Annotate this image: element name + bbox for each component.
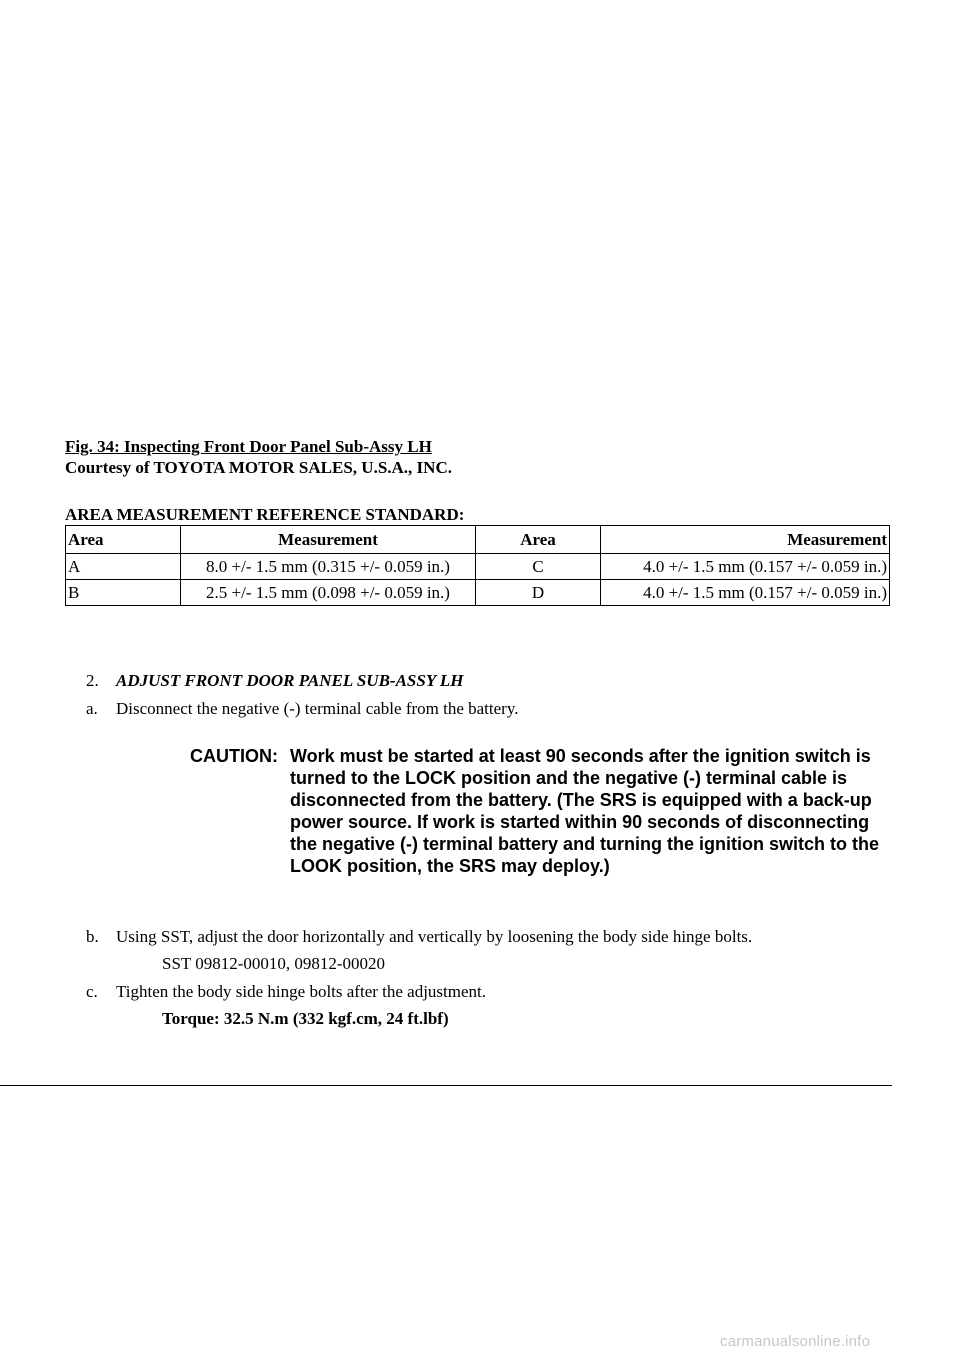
torque-spec: Torque: 32.5 N.m (332 kgf.cm, 24 ft.lbf) bbox=[162, 1009, 449, 1028]
table-cell: A bbox=[66, 554, 181, 580]
table-cell: 4.0 +/- 1.5 mm (0.157 +/- 0.059 in.) bbox=[601, 554, 890, 580]
column-header: Measurement bbox=[601, 526, 890, 554]
measurement-table bbox=[65, 525, 890, 606]
substep-b bbox=[86, 926, 752, 947]
figure-caption bbox=[65, 436, 452, 478]
table-cell: B bbox=[66, 580, 181, 606]
caution-box bbox=[190, 745, 890, 877]
substep-text: Using SST, adjust the door horizontally and vertically by loosening the body side hinge bolts. bbox=[116, 927, 753, 946]
column-header: Measurement bbox=[181, 526, 476, 554]
step-number: 2. bbox=[86, 671, 99, 690]
table-header-row bbox=[66, 526, 890, 554]
table-heading: AREA MEASUREMENT REFERENCE STANDARD: bbox=[65, 505, 465, 524]
substep-c bbox=[86, 981, 486, 1002]
table-row bbox=[66, 554, 890, 580]
table-cell: 8.0 +/- 1.5 mm (0.315 +/- 0.059 in.) bbox=[181, 554, 476, 580]
figure-title: Fig. 34: Inspecting Front Door Panel Sub-Assy LH bbox=[65, 437, 432, 456]
table-row bbox=[66, 580, 890, 606]
table-cell: 2.5 +/- 1.5 mm (0.098 +/- 0.059 in.) bbox=[181, 580, 476, 606]
column-header: Area bbox=[476, 526, 601, 554]
watermark: carmanualsonline.info bbox=[720, 1333, 871, 1350]
substep-text: Disconnect the negative (-) terminal cable from the battery. bbox=[116, 699, 519, 718]
column-header: Area bbox=[66, 526, 181, 554]
caution-text: Work must be started at least 90 seconds after the ignition switch is turned to the LOCK position and the negative (-) terminal cable is disconnected from the battery. (The SRS is equipped with a back-up power source. If work is started within 90 seconds of disconnecting the negative (-) terminal battery and turning the ignition switch to the LOOK position, the SRS may deploy.) bbox=[290, 746, 880, 876]
substep-text: Tighten the body side hinge bolts after the adjustment. bbox=[116, 982, 487, 1001]
figure-courtesy: Courtesy of TOYOTA MOTOR SALES, U.S.A., INC. bbox=[65, 458, 452, 477]
sst-numbers: SST 09812-00010, 09812-00020 bbox=[162, 954, 386, 973]
caution-label: CAUTION: bbox=[190, 746, 278, 766]
substep-letter: b. bbox=[86, 927, 99, 946]
substep-letter: c. bbox=[86, 982, 98, 1001]
table-cell: C bbox=[476, 554, 601, 580]
substep-letter: a. bbox=[86, 699, 98, 718]
step-title: ADJUST FRONT DOOR PANEL SUB-ASSY LH bbox=[116, 671, 464, 690]
step-2-heading bbox=[86, 670, 463, 691]
table-cell: 4.0 +/- 1.5 mm (0.157 +/- 0.059 in.) bbox=[601, 580, 890, 606]
table-cell: D bbox=[476, 580, 601, 606]
footer-divider bbox=[0, 1085, 892, 1086]
substep-a bbox=[86, 698, 518, 719]
